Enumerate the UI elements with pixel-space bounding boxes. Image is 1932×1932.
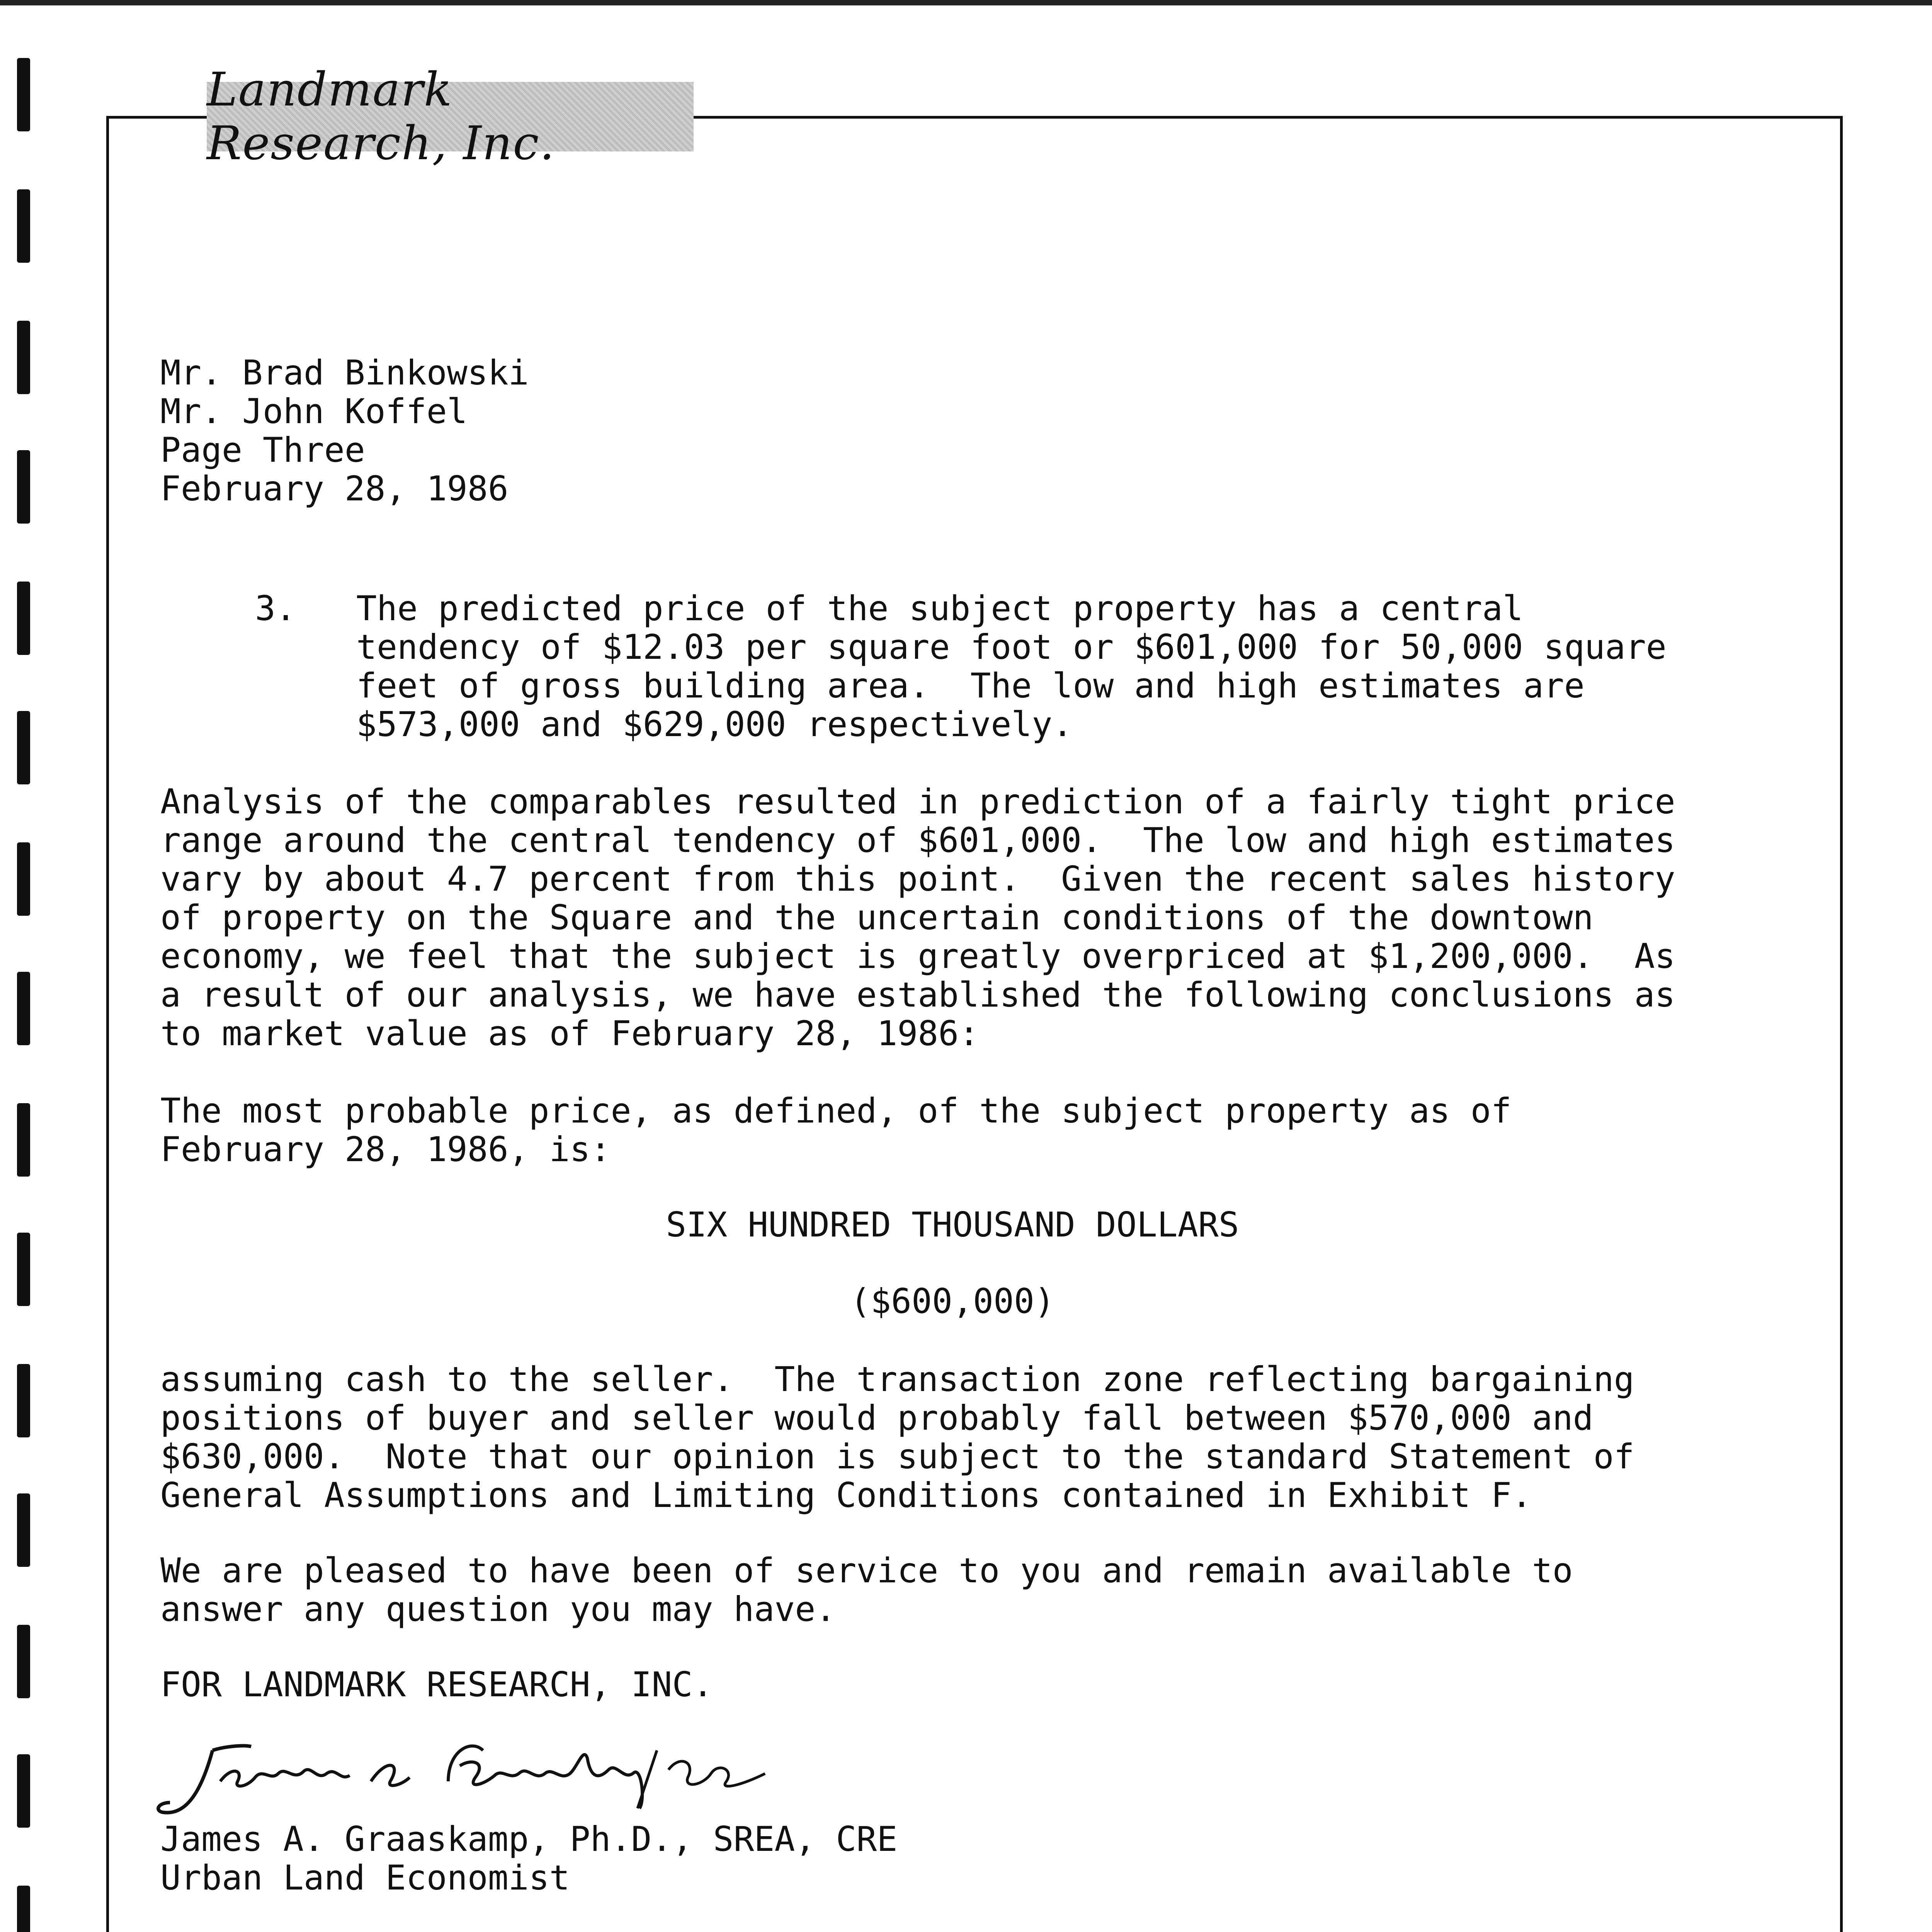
punch-hole xyxy=(17,711,30,784)
assuming-line: General Assumptions and Limiting Conditions contained in Exhibit F. xyxy=(160,1475,1532,1515)
item-line: The predicted price of the subject property has a central xyxy=(356,588,1523,628)
company-logo-text: Landmark Research, Inc. xyxy=(207,63,555,170)
punch-hole xyxy=(17,972,30,1045)
signer-1-title: Urban Land Economist xyxy=(160,1858,570,1898)
recipient-name-2: Mr. John Koffel xyxy=(160,391,468,431)
probable-line: February 28, 1986, is: xyxy=(160,1129,611,1169)
letter-date: February 28, 1986 xyxy=(160,469,509,509)
graaskamp-signature xyxy=(155,1723,811,1832)
recipient-name-1: Mr. Brad Binkowski xyxy=(160,353,529,393)
assuming-line: positions of buyer and seller would probably fall between $570,000 and xyxy=(160,1398,1594,1438)
punch-hole xyxy=(17,1493,30,1567)
for-company-line: FOR LANDMARK RESEARCH, INC. xyxy=(160,1665,713,1704)
punch-hole xyxy=(17,1103,30,1177)
punch-hole xyxy=(17,582,30,655)
closing-line: We are pleased to have been of service to you and remain available to xyxy=(160,1551,1573,1590)
assuming-line: assuming cash to the seller. The transaction zone reflecting bargaining xyxy=(160,1359,1634,1399)
punch-hole xyxy=(17,450,30,524)
item-line: $573,000 and $629,000 respectively. xyxy=(356,704,1073,744)
analysis-line: Analysis of the comparables resulted in prediction of a fairly tight price xyxy=(160,782,1675,821)
letterhead-logo xyxy=(207,63,694,170)
punch-hole xyxy=(17,1754,30,1828)
probable-line: The most probable price, as defined, of the subject property as of xyxy=(160,1091,1512,1131)
signer-1-name: James A. Graaskamp, Ph.D., SREA, CRE xyxy=(160,1819,898,1859)
gleason-signature xyxy=(162,1924,645,1932)
punch-hole xyxy=(17,842,30,916)
closing-line: answer any question you may have. xyxy=(160,1589,836,1629)
top-edge-line xyxy=(0,0,1932,5)
punch-hole xyxy=(17,1364,30,1437)
punch-hole xyxy=(17,189,30,263)
punch-hole xyxy=(17,321,30,394)
analysis-line: of property on the Square and the uncertain conditions of the downtown xyxy=(160,898,1594,937)
punch-hole xyxy=(17,58,30,131)
analysis-line: to market value as of February 28, 1986: xyxy=(160,1014,980,1053)
analysis-line: economy, we feel that the subject is greatly overpriced at $1,200,000. As xyxy=(160,936,1675,976)
analysis-line: range around the central tendency of $601,000. The low and high estimates xyxy=(160,820,1675,860)
assuming-line: $630,000. Note that our opinion is subject to the standard Statement of xyxy=(160,1437,1634,1476)
punch-hole xyxy=(17,1625,30,1698)
amount-in-figures: ($600,000) xyxy=(850,1281,1055,1321)
page-label: Page Three xyxy=(160,430,365,470)
amount-in-words: SIX HUNDRED THOUSAND DOLLARS xyxy=(666,1205,1239,1245)
item-line: tendency of $12.03 per square foot or $601,000 for 50,000 square xyxy=(356,627,1667,667)
analysis-line: a result of our analysis, we have established the following conclusions as xyxy=(160,975,1675,1015)
item-number: 3. xyxy=(255,588,296,628)
punch-hole xyxy=(17,1886,30,1932)
item-line: feet of gross building area. The low and high estimates are xyxy=(356,666,1585,706)
analysis-line: vary by about 4.7 percent from this point. Given the recent sales history xyxy=(160,859,1675,899)
